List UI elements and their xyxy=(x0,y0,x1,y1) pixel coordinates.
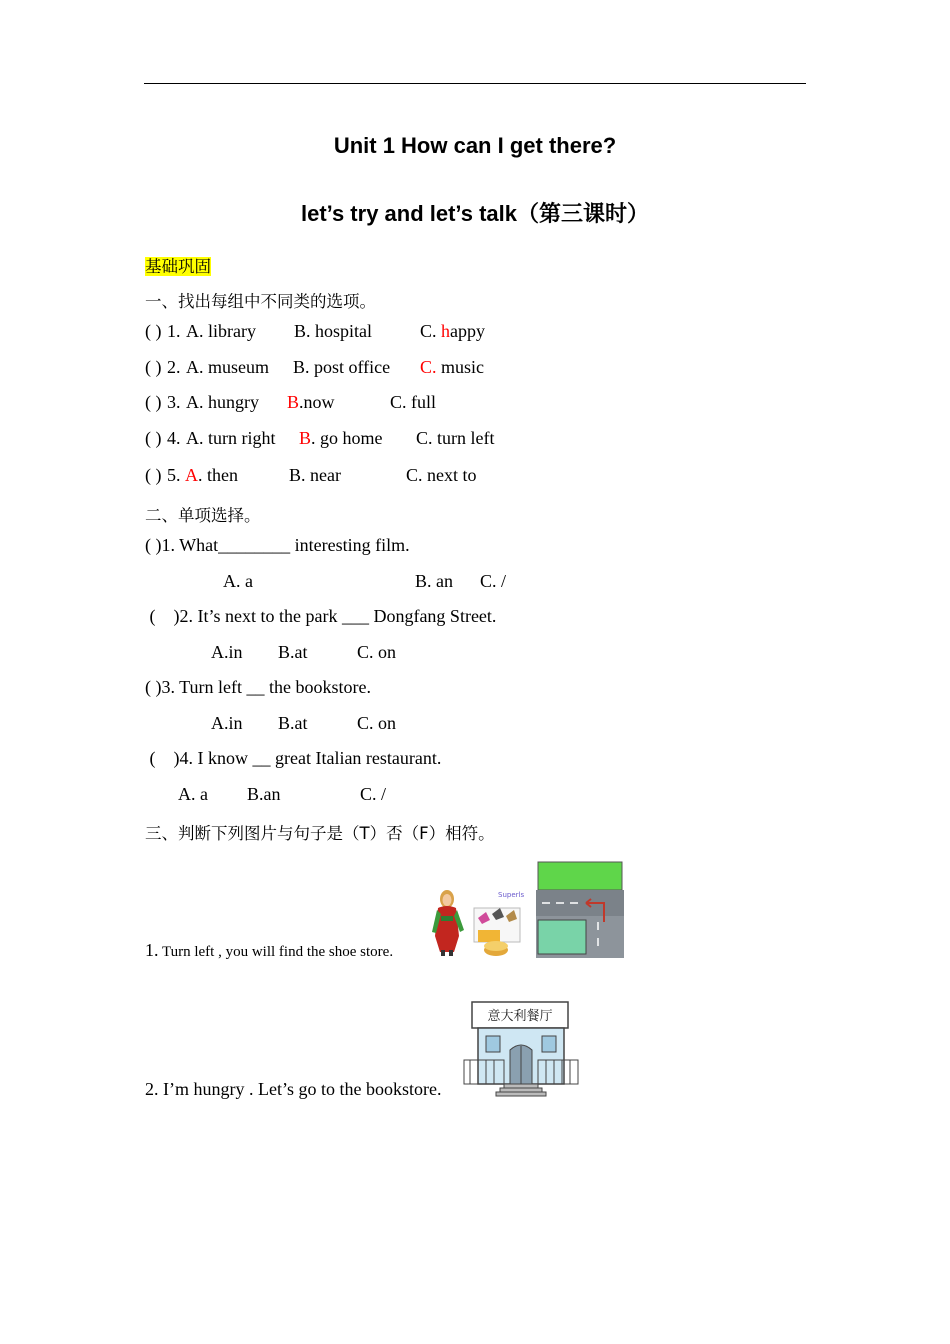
part3-item-2: 2. I’m hungry . Let’s go to the bookstore. xyxy=(145,1079,442,1099)
option-c: C. happy xyxy=(420,321,486,341)
part2-q2-stem: ( )2. It’s next to the park ___ Dongfang Street. xyxy=(145,606,497,626)
option-b: B. go home xyxy=(299,428,383,448)
option-a: A. a xyxy=(223,571,253,591)
option-b: B. hospital xyxy=(294,321,373,341)
restaurant-sign-text: 意大利餐厅 xyxy=(487,1009,553,1024)
page-subtitle: let’s try and let’s talk（第三课时） xyxy=(300,201,649,226)
option-b: B.at xyxy=(278,642,308,662)
page-title: Unit 1 How can I get there? xyxy=(333,133,617,158)
option-b: B.now xyxy=(287,392,335,412)
part2-q3-stem: ( )3. Turn left __ the bookstore. xyxy=(145,677,371,697)
option-b: B. near xyxy=(289,465,341,485)
answer-bracket[interactable]: ( ) xyxy=(145,428,162,448)
option-c: C. music xyxy=(420,357,485,377)
option-c: C. on xyxy=(357,713,397,733)
part3-item-1: 1. Turn left , you will find the shoe store. xyxy=(145,940,394,960)
option-a: A. museum xyxy=(186,357,269,377)
option-a: A. hungry xyxy=(186,392,259,412)
option-c: C. full xyxy=(390,392,437,412)
option-c: C. / xyxy=(480,571,507,591)
option-b: B.at xyxy=(278,713,308,733)
option-a: A. then xyxy=(185,465,238,485)
option-c: C. next to xyxy=(406,465,477,485)
section-label: 基础巩固 xyxy=(145,257,211,276)
top-rule xyxy=(144,83,806,84)
option-c: C. / xyxy=(360,784,387,804)
part3-heading: 三、判断下列图片与句子是（T）否（F）相符。 xyxy=(145,824,495,843)
part2-heading: 二、单项选择。 xyxy=(145,506,261,525)
option-a: A. a xyxy=(178,784,208,804)
option-b: B. an xyxy=(415,571,453,591)
answer-bracket[interactable]: ( ) xyxy=(145,392,162,412)
shoe-shopping-illustration xyxy=(428,886,526,958)
option-a: A.in xyxy=(211,713,243,733)
option-b: B.an xyxy=(247,784,281,804)
answer-bracket[interactable]: ( ) xyxy=(145,465,162,485)
part2-q4-stem: ( )4. I know __ great Italian restaurant. xyxy=(145,748,442,768)
street-map-illustration xyxy=(534,860,626,960)
answer-bracket[interactable]: ( ) xyxy=(145,321,162,341)
svg-text:Superls: Superls xyxy=(498,891,525,899)
answer-bracket[interactable]: ( ) xyxy=(145,357,162,377)
part1-heading: 一、找出每组中不同类的选项。 xyxy=(145,292,376,311)
part2-q1-stem: ( )1. What________ interesting film. xyxy=(145,535,410,555)
option-b: B. post office xyxy=(293,357,391,377)
option-c: C. turn left xyxy=(416,428,495,448)
option-a: A. library xyxy=(186,321,256,341)
italian-restaurant-illustration xyxy=(462,998,580,1098)
option-a: A.in xyxy=(211,642,243,662)
option-a: A. turn right xyxy=(186,428,276,448)
option-c: C. on xyxy=(357,642,397,662)
